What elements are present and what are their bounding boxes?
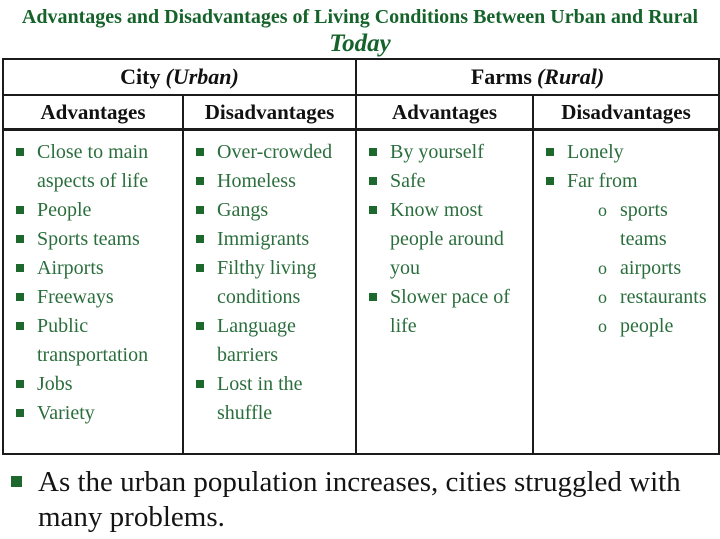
group-header-row (3, 59, 719, 95)
table-body-row (3, 130, 719, 455)
list-item: People (12, 196, 178, 225)
list-item: Airports (12, 254, 178, 283)
list-item: Far from (542, 167, 714, 196)
list-item: Know most people around you (365, 196, 528, 283)
list-item: Jobs (12, 370, 178, 399)
column-header-city-disadvantages: Disadvantages (183, 95, 356, 130)
footer-bullet-block (0, 465, 720, 535)
list-item: Filthy living conditions (192, 254, 351, 312)
list-item: Homeless (192, 167, 351, 196)
list-item: By yourself (365, 138, 528, 167)
group-header-city-name: City (120, 64, 161, 89)
cell-farms-advantages (356, 130, 533, 455)
column-header-farms-disadvantages: Disadvantages (533, 95, 719, 130)
group-header-city-paren: (Urban) (165, 64, 239, 89)
list-item: Over-crowded (192, 138, 351, 167)
group-header-farms-paren: (Rural) (536, 64, 605, 89)
list-item: Public transportation (12, 312, 178, 370)
list-item: Sports teams (12, 225, 178, 254)
farms-disadvantages-list (534, 131, 718, 196)
column-header-row (3, 95, 719, 130)
cell-city-disadvantages (183, 130, 356, 455)
list-item: Lonely (542, 138, 714, 167)
farms-advantages-list (357, 131, 532, 341)
group-header-farms-name: Farms (470, 64, 532, 89)
group-header-farms (356, 59, 719, 95)
list-item: Language barriers (192, 312, 351, 370)
city-advantages-list (4, 131, 182, 428)
list-item: Safe (365, 167, 528, 196)
cell-farms-disadvantages (533, 130, 719, 455)
list-item: Immigrants (192, 225, 351, 254)
slide-title (0, 0, 720, 58)
sub-list-item: o restaurants (596, 283, 718, 312)
slide-title-line2: Today (329, 30, 391, 57)
far-from-sublist (534, 196, 718, 341)
list-item: Slower pace of life (365, 283, 528, 341)
footer-text: As the urban population increases, cities struggled with many problems. (38, 466, 681, 533)
list-item: Close to main aspects of life (12, 138, 178, 196)
sub-list-item: o sports teams (596, 196, 718, 254)
list-item: Lost in the shuffle (192, 370, 351, 428)
city-disadvantages-list (184, 131, 355, 428)
column-header-farms-advantages: Advantages (356, 95, 533, 130)
group-header-city (3, 59, 356, 95)
comparison-table (2, 58, 720, 455)
list-item: Gangs (192, 196, 351, 225)
cell-city-advantages (3, 130, 183, 455)
column-header-city-advantages: Advantages (3, 95, 183, 130)
list-item: Freeways (12, 283, 178, 312)
square-bullet-icon (11, 476, 22, 487)
list-item: Variety (12, 399, 178, 428)
slide-title-line1: Advantages and Disadvantages of Living Conditions Between Urban and Rural (21, 6, 699, 28)
sub-list-item: o people (596, 312, 718, 341)
sub-list-item: o airports (596, 254, 718, 283)
